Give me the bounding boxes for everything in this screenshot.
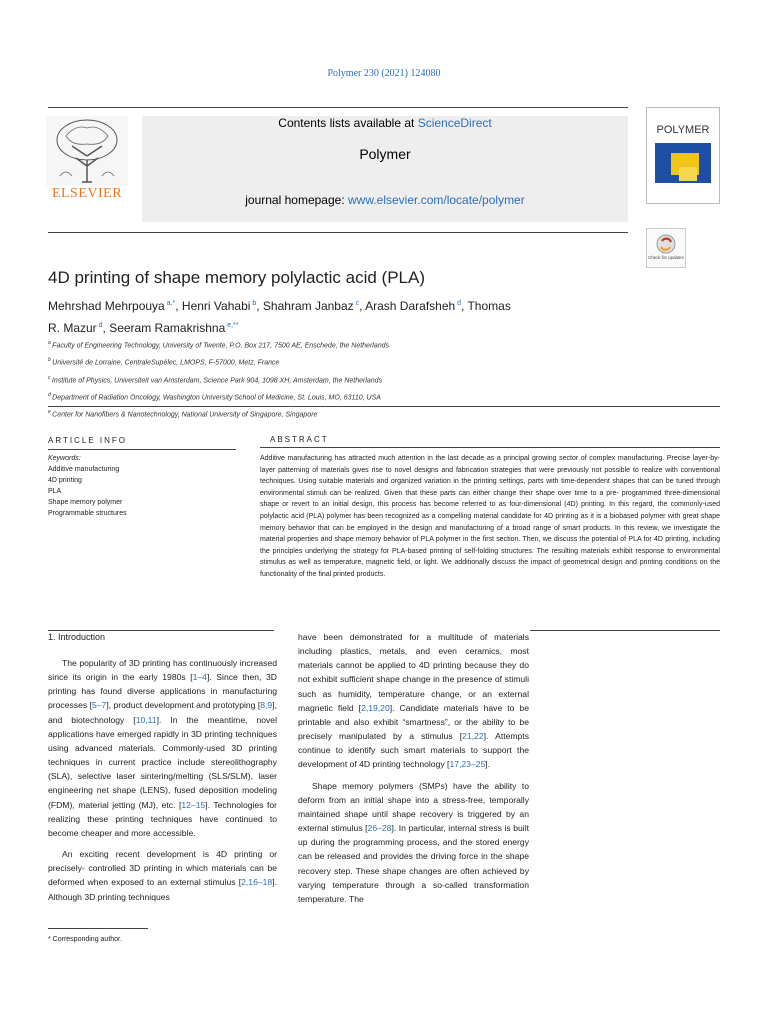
abstract-rule	[260, 447, 720, 448]
citation-link[interactable]: 2,19,20	[361, 702, 390, 713]
check-updates-icon	[647, 229, 685, 267]
cover-title: POLYMER	[656, 124, 710, 136]
journal-citation[interactable]: Polymer 230 (2021) 124080	[327, 68, 441, 79]
homepage-prefix: journal homepage:	[245, 193, 348, 207]
author-name[interactable]: Shahram Janbaz	[262, 299, 354, 313]
author-name[interactable]: Mehrshad Mehrpouya	[48, 299, 165, 313]
author-name[interactable]: Seeram Ramakrishna	[109, 321, 226, 335]
author-affiliation-marker[interactable]: d	[455, 300, 462, 307]
author-affiliation-marker[interactable]: b	[250, 300, 257, 307]
citation-link[interactable]: 12–15	[181, 799, 206, 810]
author-affiliation-marker[interactable]: c	[353, 300, 360, 307]
corresponding-author-footnote: * Corresponding author.	[48, 936, 122, 943]
keyword-item: 4D printing	[48, 477, 82, 484]
body-paragraph: Shape memory polymers (SMPs) have the ability to deform from an initial shape into a stress-free, temporally maintained shape until shape recovery is triggered by an external stimulus [26–28]. In particular, internal stress is built up during the programming process, and the stored energy can be released and provides the driving force in the shape recovery step. These shape changes are often achieved by varying temperature through a so-called transformation temperature. The	[298, 780, 529, 904]
article-title: 4D printing of shape memory polylactic acid (PLA)	[48, 268, 425, 287]
keywords-list	[48, 464, 236, 519]
affiliations	[48, 336, 578, 423]
body-rule-left	[48, 630, 274, 631]
body-paragraph: The popularity of 3D printing has continuously increased since its origin in the early 1980s [1–4]. Since then, 3D printing has found diverse applications in manufacturing processes [5–7], product development and prototyping [8,9], and biotechnology [10,11]. In the meantime, novel applications have emerged rapidly in 3D printing techniques using advanced materials. Commonly-used 3D printing techniques in current practice include stereolithography (SLA), selective laser sintering/melting (SLS/SLM), laser engineering net shape (LENS), fused deposition modeling (FDM), material jetting (MJ), etc. [12–15]. Technologies for realizing these printing techniques have continued to become cheaper and more accessible.	[48, 658, 278, 838]
author-name[interactable]: Arash Darafsheh	[365, 299, 456, 313]
author-affiliation-marker[interactable]: d	[96, 322, 103, 329]
affiliation-item: $^a$ Faculty of Engineering Technology, University of Twente, P.O. Box 217, 7500 AE, Enschede, the Netherlands	[48, 340, 390, 350]
keyword-item: PLA	[48, 488, 62, 495]
affiliation-item: $^c$ Institute of Physics, Universiteit van Amsterdam, Science Park 904, 1098 XH, Amsterdam, the Netherlands	[48, 374, 383, 384]
keyword-item: Shape memory polymer	[48, 499, 123, 506]
author-affiliation-marker[interactable]: a,*	[164, 300, 176, 307]
keywords-label: Keywords:	[48, 455, 81, 462]
cover-artwork	[655, 143, 711, 183]
citation-link[interactable]: 2,16–18	[241, 877, 273, 888]
footnote-rule	[48, 928, 148, 929]
sciencedirect-link[interactable]: ScienceDirect	[417, 116, 492, 130]
contents-line	[142, 116, 628, 130]
citation-link[interactable]: 21,22	[462, 731, 484, 742]
affiliation-item: $^b$ Université de Lorraine, CentraleSupélec, LMOPS, F-57000, Metz, France	[48, 357, 280, 367]
header-rule-bottom	[48, 232, 628, 233]
author-list: Mehrshad Mehrpouya $^{a,*}$, Henri Vahabi $^b$, Shahram Janbaz $^c$, Arash Darafsheh $^d$, Thomas R. Mazur $^d$, Seeram Ramakrishna $^{e,**}$	[48, 299, 511, 335]
citation-link[interactable]: 5–7	[91, 700, 107, 711]
affiliation-item: $^e$ Center for Nanofibers & Nanotechnology, National University of Singapore, Singapore	[48, 409, 318, 419]
article-info-label: ARTICLE INFO	[48, 436, 127, 445]
citation-link[interactable]: 26–28	[367, 823, 392, 834]
contents-prefix: Contents lists available at	[278, 116, 418, 130]
body-column-left	[48, 656, 277, 904]
publisher-wordmark: ELSEVIER	[51, 186, 123, 201]
body-paragraph: have been demonstrated for a multitude of materials including plastics, metals, and even ceramics, most materials cannot be applied to 4D printing because they do not exhibit sufficient shape change in the presence of stimuli such as humidity, temperature change, or an external magnetic field [2,19,20]. Candidate materials have to be printable and also exhibit “smartness”, or the ability to be precisely manipulated by a stimulus [21,22]. Attempts continue to identify such smart materials to support the development of 4D printing technology [17,23–25].	[298, 632, 529, 770]
homepage-line	[142, 193, 628, 207]
article-info-rule	[48, 449, 236, 450]
article-info	[48, 435, 236, 519]
check-for-updates-badge[interactable]	[646, 228, 686, 268]
abstract-text: Additive manufacturing has attracted much attention in the last decade as a principal growing sector of complex manufacturing. Precise layer-by-layer patterning of materials gives rise to novel designs and fabrication strategies that were previously not possible to realize with conventional techniques. Using suitable materials and organized variation in the printing settings, parts with time-dependent shapes that can be tuned through environmental stimuli can be realized. Given that these parts can either change their shape over time to a pre- programmed three-dimensional shape or revert to an initial design, this process has become referred to as four-dimensional (4D) printing. In this regard, the commonly-used polylactic acid (PLA) polymer has been recognized as a compelling material candidate for 4D printing as it is a biobased polymer with great shape memory behavior that can be employed in the design and manufacturing of a broad range of smart products. In this review, we investigate the material properties and shape memory behavior of PLA polymer in the first section. Then, we discuss the potential of PLA for 4D printing, including the principles underlying the strategy for PLA-based printing of self-folding structures. The resulting materials exhibit response to environmental stimulus as well as temperature, magnetic field, or light. We additionally discuss the impact of geometrical design and printing conditions on the functionality of the final printed products.	[260, 455, 720, 578]
journal-name: Polymer	[359, 146, 411, 162]
citation-link[interactable]: 1–4	[192, 672, 207, 683]
abstract-section	[260, 435, 720, 581]
author-name[interactable]: Thomas R. Mazur	[48, 299, 511, 335]
author-affiliation-marker[interactable]: e,**	[225, 322, 239, 329]
author-name[interactable]: Henri Vahabi	[181, 299, 251, 313]
keyword-item: Additive manufacturing	[48, 466, 120, 473]
section-heading-introduction: 1. Introduction	[48, 632, 106, 642]
journal-cover-thumbnail[interactable]	[646, 107, 720, 204]
body-paragraph: An exciting recent development is 4D printing or precisely- controlled 3D printing in which materials can be deformed when exposed to an external stimulus [2,16–18]. Although 3D printing techniques	[48, 849, 277, 902]
svg-text:Check for updates: Check for updates	[648, 255, 684, 260]
body-rule-right	[530, 630, 720, 631]
citation-link[interactable]: 8,9	[260, 700, 273, 711]
abstract-label: ABSTRACT	[270, 435, 329, 444]
body-column-right	[298, 630, 529, 906]
citation-link[interactable]: 17,23–25	[449, 759, 486, 770]
keyword-item: Programmable structures	[48, 510, 127, 517]
journal-homepage-link[interactable]: www.elsevier.com/locate/polymer	[348, 193, 525, 207]
affiliation-rule	[48, 406, 720, 407]
citation-link[interactable]: 10,11	[135, 714, 157, 725]
header-rule-top	[48, 107, 628, 108]
affiliation-item: $^d$ Department of Radiation Oncology, Washington University School of Medicine, St. Louis, MO, 63110, USA	[48, 391, 381, 402]
